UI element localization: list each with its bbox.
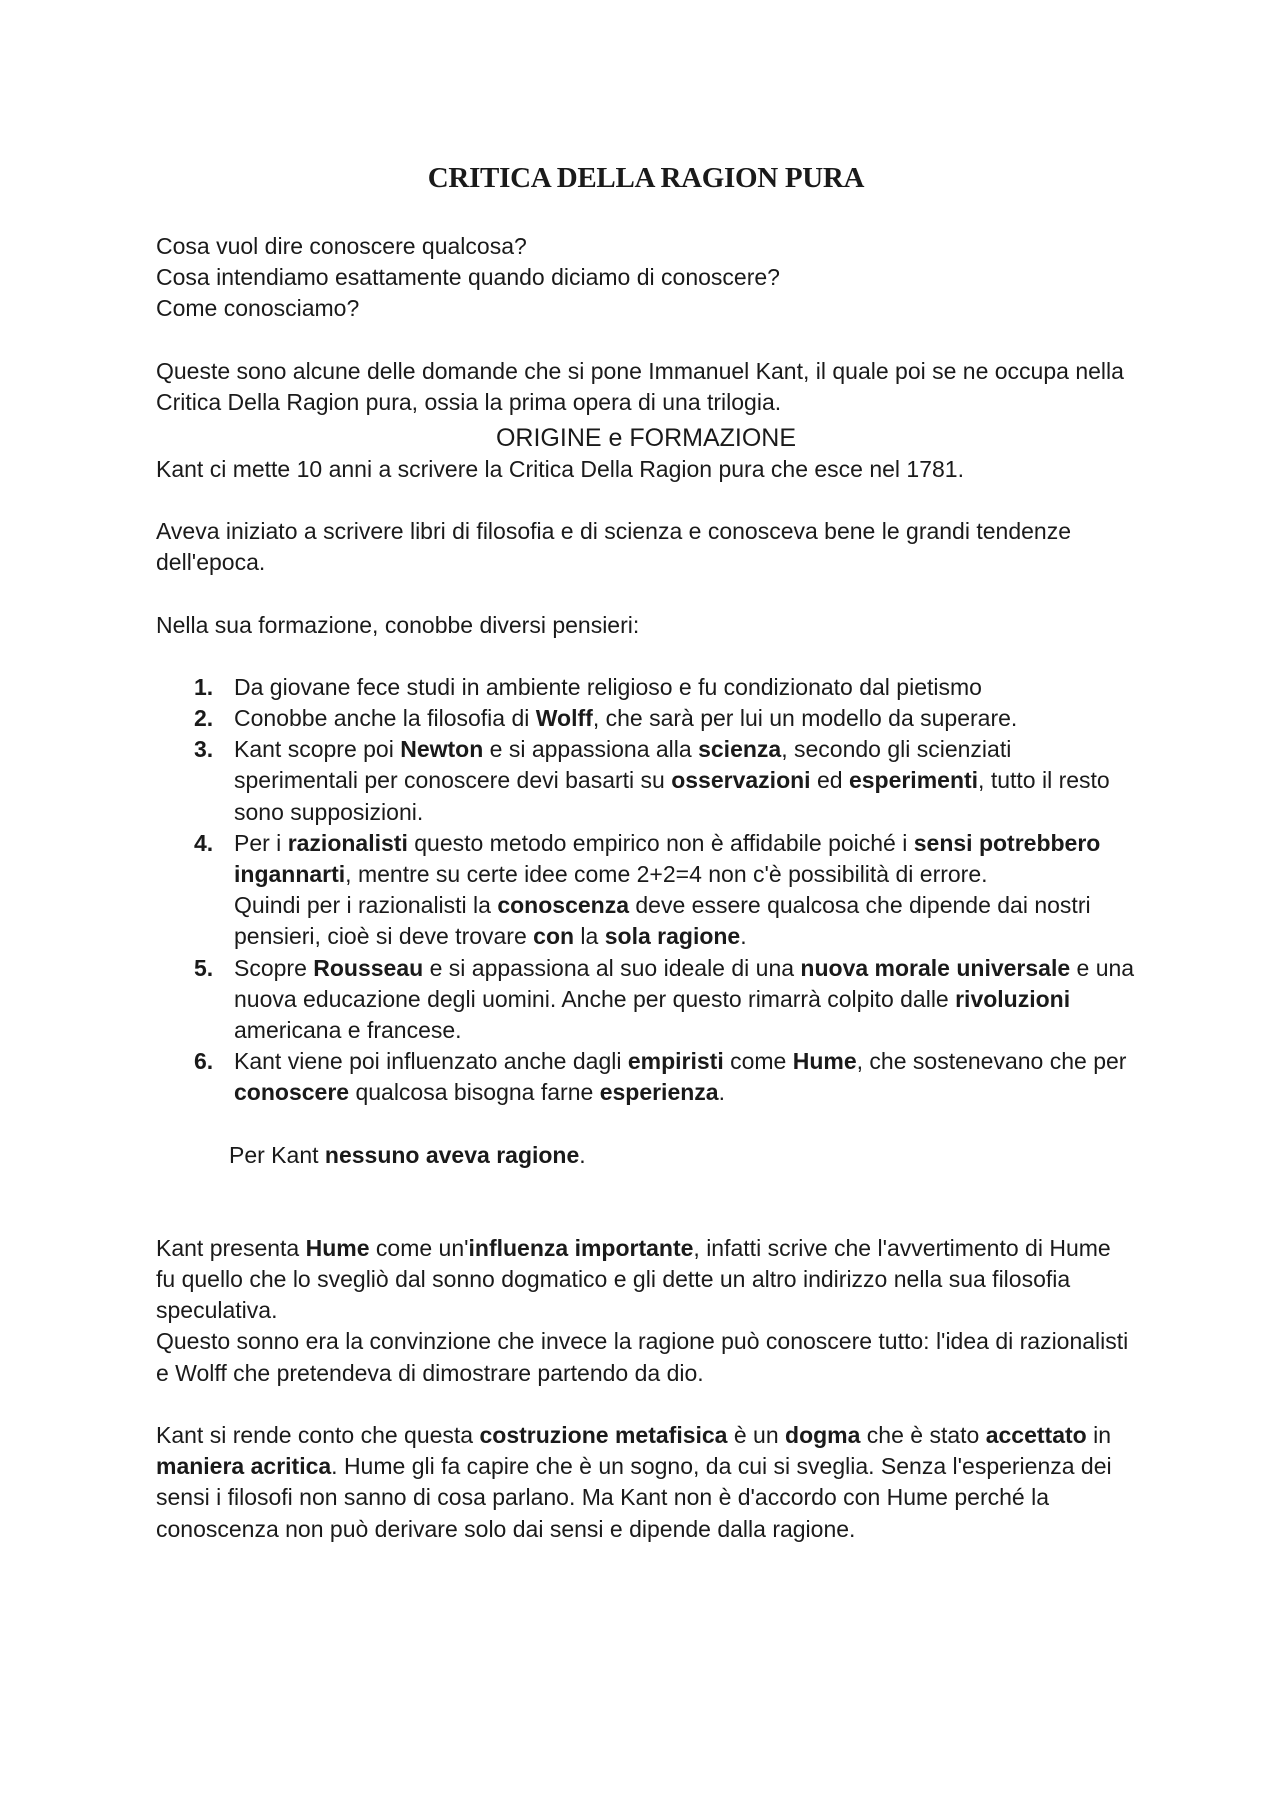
list-item xyxy=(156,1046,1136,1108)
list-text: Kant scopre poi xyxy=(234,736,401,763)
list-text: , tutto il resto sono supposizioni. xyxy=(234,767,1110,825)
bold-term: Rousseau xyxy=(313,954,424,981)
bold-term: razionalisti xyxy=(287,829,408,856)
list-text: , che sarà per lui un modello da superare. xyxy=(592,705,1018,732)
list-text: e si appassiona alla xyxy=(483,736,699,763)
bold-term: empiristi xyxy=(627,1048,724,1075)
bold-term: Hume xyxy=(305,1234,370,1261)
list-text: la xyxy=(574,923,605,950)
conclusion-text: Per Kant xyxy=(229,1141,325,1168)
bold-term: scienza xyxy=(698,736,782,763)
bold-term: accettato xyxy=(985,1421,1087,1448)
bold-term: esperienza xyxy=(599,1079,719,1106)
spacer xyxy=(156,579,1136,610)
paragraph-text: Kant presenta xyxy=(156,1234,306,1261)
spacer xyxy=(156,1389,1136,1420)
section-heading: ORIGINE e FORMAZIONE xyxy=(495,424,797,453)
list-item xyxy=(156,734,1136,828)
list-item xyxy=(156,703,1136,734)
formation-intro: Nella sua formazione, conobbe diversi pensieri: xyxy=(156,611,640,638)
list-item xyxy=(156,828,1136,953)
bold-term: Newton xyxy=(400,736,484,763)
spacer xyxy=(156,485,1136,516)
intro-question-3: Come conosciamo? xyxy=(156,295,360,322)
list-text: e si appassiona al suo ideale di una xyxy=(423,954,801,981)
list-item xyxy=(156,953,1136,1047)
conclusion-text: . xyxy=(579,1141,586,1168)
paragraph-text: Kant si rende conto che questa xyxy=(156,1421,480,1448)
spacer xyxy=(156,325,1136,356)
origin-paragraph: Kant ci mette 10 anni a scrivere la Critica Della Ragion pura che esce nel 1781. xyxy=(156,456,964,483)
document-title: CRITICA DELLA RAGION PURA xyxy=(427,162,865,194)
list-number: 1. xyxy=(194,673,214,700)
intro-paragraph: Queste sono alcune delle domande che si pone Immanuel Kant, il quale poi se ne occupa nella Critica Della Ragion pura, ossia la prima opera di una trilogia. xyxy=(156,357,1124,415)
bold-term: sola ragione xyxy=(604,923,741,950)
bold-term: nessuno aveva ragione xyxy=(324,1141,580,1168)
spacer xyxy=(156,641,1136,672)
bold-term: nuova morale universale xyxy=(800,954,1071,981)
bold-term: conoscenza xyxy=(497,892,629,919)
list-text: e una nuova educazione degli uomini. Anche per questo rimarrà colpito dalle xyxy=(234,954,1135,1012)
bold-term: Hume xyxy=(792,1048,857,1075)
paragraph-text: che è stato xyxy=(860,1421,986,1448)
bold-term: influenza importante xyxy=(468,1234,694,1261)
list-text: Quindi per i razionalisti la xyxy=(234,892,498,919)
bold-term: Wolff xyxy=(535,705,593,732)
bold-term: maniera acritica xyxy=(156,1453,332,1480)
spacer xyxy=(156,1202,1136,1233)
list-text: americana e francese. xyxy=(234,1017,462,1044)
document-page xyxy=(156,155,1136,1545)
bold-term: sensi potrebbero ingannarti xyxy=(234,829,1101,888)
bold-term: con xyxy=(533,923,575,950)
spacer xyxy=(156,1109,1136,1140)
list-text: , mentre su certe idee come 2+2=4 non c'è possibilità di errore. xyxy=(345,861,988,888)
list-number: 4. xyxy=(194,829,214,856)
list-text: , secondo gli scienziati sperimentali per conoscere devi basarti su xyxy=(234,736,1012,794)
paragraph-text: come un' xyxy=(369,1234,469,1261)
list-text: questo metodo empirico non è affidabile poiché i xyxy=(407,829,914,856)
list-text: come xyxy=(723,1048,793,1075)
list-text: . xyxy=(740,923,747,950)
paragraph-text: in xyxy=(1086,1421,1111,1448)
intro-question-1: Cosa vuol dire conoscere qualcosa? xyxy=(156,233,527,259)
list-text: Kant viene poi influenzato anche dagli xyxy=(234,1048,628,1075)
list-text: Da giovane fece studi in ambiente religioso e fu condizionato dal pietismo xyxy=(234,673,982,700)
bold-term: conoscere xyxy=(234,1079,350,1106)
hume-paragraph xyxy=(156,1233,1136,1389)
paragraph-text: Questo sonno era la convinzione che invece la ragione può conoscere tutto: l'idea di razionalisti e Wolff che pretendeva di dimostrare partendo da dio. xyxy=(156,1328,1129,1386)
intro-question-2: Cosa intendiamo esattamente quando diciamo di conoscere? xyxy=(156,264,780,291)
list-item xyxy=(156,672,1136,703)
list-number: 6. xyxy=(194,1048,214,1075)
bold-term: osservazioni xyxy=(671,767,811,794)
bold-term: esperimenti xyxy=(848,767,979,794)
formation-list xyxy=(156,672,1136,1109)
list-number: 2. xyxy=(194,705,214,732)
list-text: Per i xyxy=(234,829,288,856)
list-text: , che sostenevano che per xyxy=(856,1048,1127,1075)
list-number: 3. xyxy=(194,736,214,763)
metaphysics-paragraph xyxy=(156,1420,1136,1545)
list-text: ed xyxy=(810,767,849,794)
paragraph-text: . Hume gli fa capire che è un sogno, da cui si sveglia. Senza l'esperienza dei sensi i filosofi non sanno di cosa parlano. Ma Kant non è d'accordo con Hume perché la conoscenza non può derivare solo dai sensi e dipende dalla ragione. xyxy=(156,1453,1112,1542)
books-paragraph: Aveva iniziato a scrivere libri di filosofia e di scienza e conosceva bene le grandi tendenze dell'epoca. xyxy=(156,518,1071,576)
list-text: Conobbe anche la filosofia di xyxy=(234,705,536,732)
list-text: qualcosa bisogna farne xyxy=(349,1079,600,1106)
paragraph-text: è un xyxy=(727,1421,786,1448)
bold-term: costruzione metafisica xyxy=(479,1421,728,1448)
list-text: deve essere qualcosa che dipende dai nostri pensieri, cioè si deve trovare xyxy=(234,892,1091,950)
paragraph-text: , infatti scrive che l'avvertimento di Hume fu quello che lo svegliò dal sonno dogmatico e gli dette un altro indirizzo nella sua filosofia speculativa. xyxy=(156,1234,1111,1324)
spacer xyxy=(156,1171,1136,1202)
bold-term: dogma xyxy=(785,1421,861,1448)
list-text: . xyxy=(718,1079,725,1106)
list-text: Scopre xyxy=(234,954,314,981)
list-number: 5. xyxy=(194,954,214,981)
conclusion-line xyxy=(156,1140,1136,1171)
bold-term: rivoluzioni xyxy=(955,985,1071,1012)
